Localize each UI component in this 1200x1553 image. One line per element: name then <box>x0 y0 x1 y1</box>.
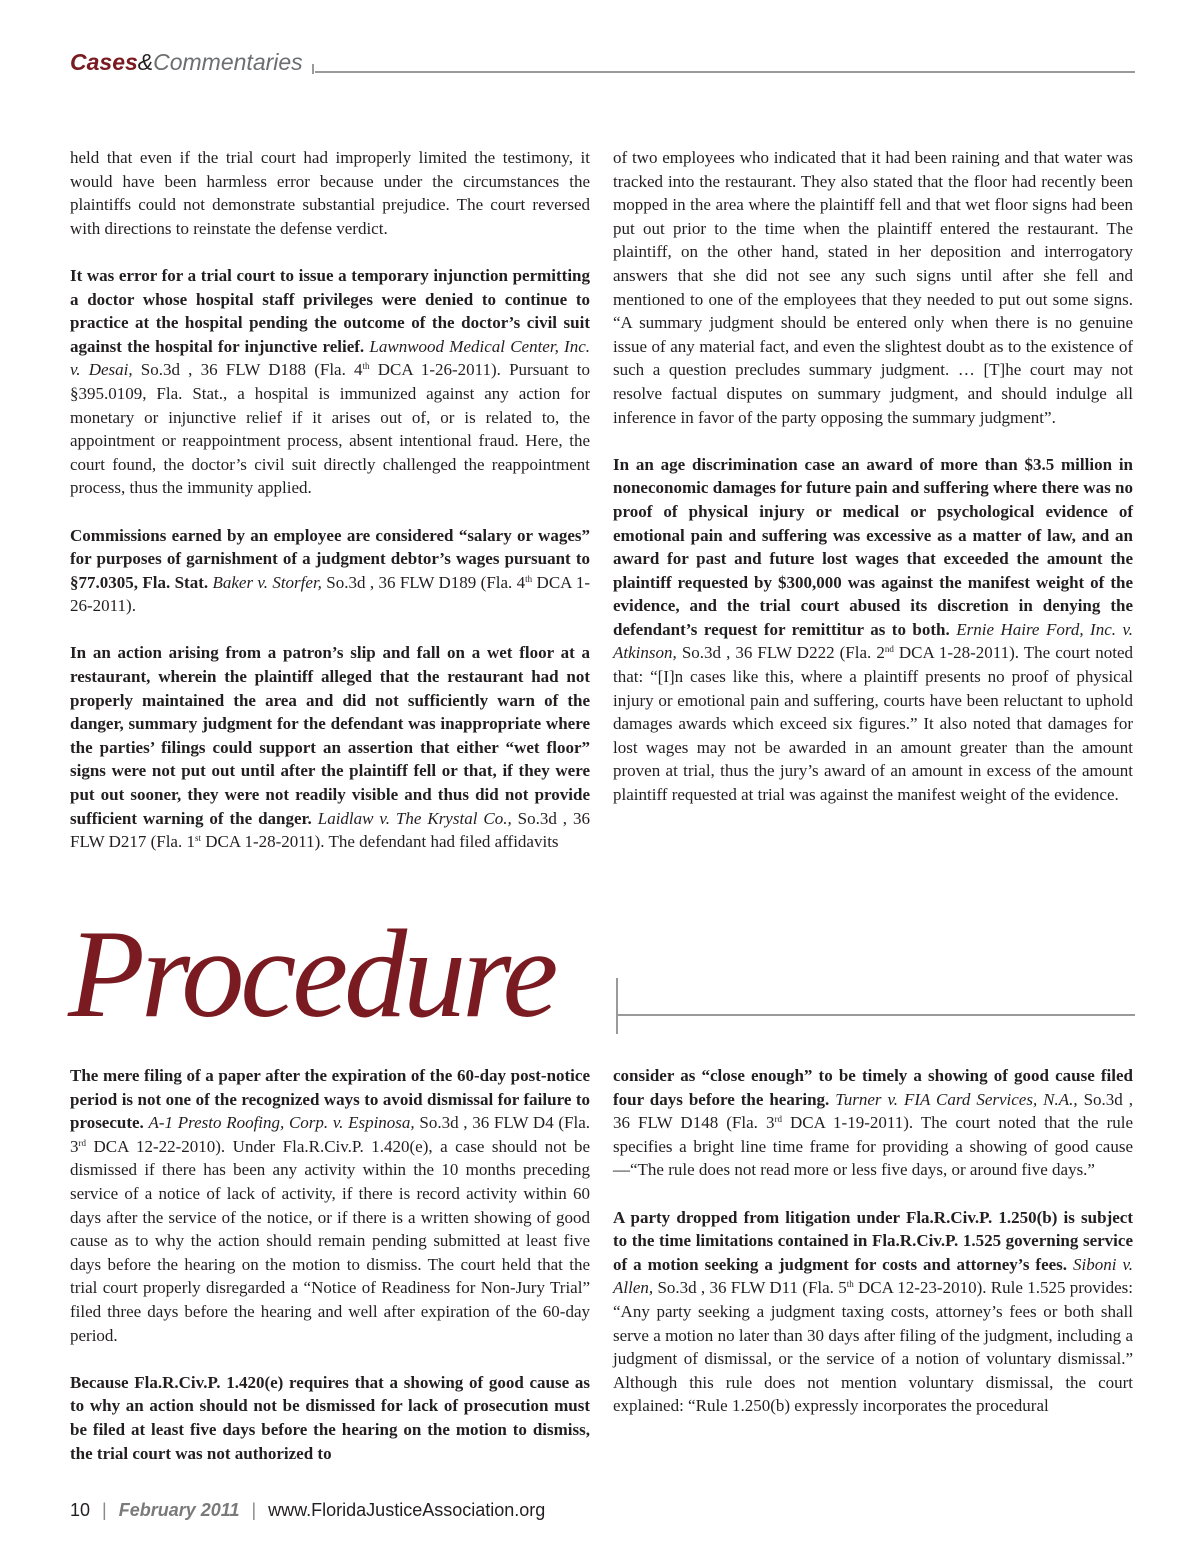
citation: So.3d , 36 FLW D189 (Fla. 4 <box>326 572 526 592</box>
ordinal-suffix: th <box>525 573 533 584</box>
case-name: Laidlaw v. The Krystal Co., <box>317 808 512 828</box>
text: DCA 1-26-2011). <box>70 572 591 616</box>
text: DCA 12-23-2010). Rule 1.525 provides: “Any party seeking a judgment taxing costs, attorney’s fees or both shall serve a motion no later than 30 days after filing of the judgment, including a judgment of dismissal, or the service of a notion of voluntary dismissal.” Although this rule does not mention voluntary dismissal, the court explained: “Rule 1.250(b) expressly incorporates the procedural <box>613 1278 1133 1416</box>
holding-text: The mere filing of a paper after the expiration of the 60-day post-notice period is not one of the recognized ways to avoid dismissal for failure to prosecute. <box>70 1066 590 1133</box>
text: DCA 1-28-2011). The court noted that: “[I]n cases like this, where a plaintiff presents no proof of physical injury or emotional pain and suffering, courts have been reluctant to uphold damages awards which exceed six figures.” It also noted that damages for lost wages may not be awarded in an amount greater than the amount proven at trial, thus the jury’s award of an amount in excess of the amount plaintiff requested at trial was against the manifest weight of the evidence. <box>613 643 1134 805</box>
brand-ampersand: & <box>137 49 154 75</box>
citation: So.3d , 36 FLW D217 (Fla. 1 <box>70 808 590 852</box>
column-3 <box>70 1064 590 1489</box>
paragraph <box>70 524 590 618</box>
paragraph <box>70 146 590 240</box>
text: DCA 1-19-2011). The court noted that the rule specifies a bright line time frame for providing a showing of good cause—“The rule does not read more or less five days, or around five days.” <box>613 1113 1134 1180</box>
citation: So.3d , 36 FLW D11 (Fla. 5 <box>657 1278 847 1298</box>
citation: So.3d , 36 FLW D148 (Fla. 3 <box>613 1089 1133 1133</box>
paragraph <box>70 1371 590 1465</box>
ordinal-suffix: st <box>194 833 201 844</box>
page-header <box>70 48 1135 78</box>
section-rule-tick <box>616 978 618 1034</box>
paragraph <box>613 453 1133 807</box>
page-footer <box>70 1498 545 1522</box>
ordinal-suffix: nd <box>884 644 894 655</box>
text: DCA 1-28-2011). The defendant had filed affidavits <box>205 832 559 852</box>
paragraph <box>613 146 1133 429</box>
column-4 <box>613 1064 1133 1442</box>
publication-brand <box>70 48 303 76</box>
holding-text: It was error for a trial court to issue a temporary injunction permitting a doctor whose hospital staff privileges were denied to continue to practice at the hospital pending the outcome of the doctor’s civil suit against the hospital for injunctive relief. <box>70 265 590 356</box>
case-name: Lawnwood Medical Center, Inc. v. Desai, <box>70 336 591 380</box>
case-name: Baker v. Storfer, <box>212 572 322 592</box>
text: held that even if the trial court had improperly limited the testimony, it would have been harmless error because under the circumstances the plaintiffs could not demonstrate substantial prejudice. The court reversed with directions to reinstate the defense verdict. <box>70 148 590 238</box>
citation: So.3d , 36 FLW D4 (Fla. 3 <box>70 1113 591 1156</box>
holding-text: A party dropped from litigation under Fla.R.Civ.P. 1.250(b) is subject to the time limitations contained in Fla.R.Civ.P. 1.525 governing service of a motion seeking a judgment for costs and attorney’s fees. <box>613 1207 1133 1274</box>
brand-cases: Cases <box>70 49 138 75</box>
paragraph <box>70 1064 590 1347</box>
holding-text: Because Fla.R.Civ.P. 1.420(e) requires that a showing of good cause as to why an action should not be dismissed for lack of prosecution must be filed at least five days before the hearing on the motion to dismiss, the trial court was not authorized to <box>70 1372 590 1463</box>
website-link[interactable]: www.FloridaJusticeAssociation.org <box>268 1500 546 1520</box>
holding-text: In an age discrimination case an award of more than $3.5 million in noneconomic damages for future pain and suffering where there was no proof of physical injury or medical or psychological evidence of emotional pain and suffering was excessive as a matter of law, and an award for past and future lost wages that exceeded the amount the plaintiff requested by $300,000 was against the manifest weight of the evidence, and the trial court abused its discretion in denying the defendant’s request for remittitur as to both. <box>613 454 1133 639</box>
holding-text: Commissions earned by an employee are considered “salary or wages” for purposes of garnishment of a judgment debtor’s wages pursuant to §77.0305, Fla. Stat. <box>70 525 590 592</box>
case-name: A-1 Presto Roofing, Corp. v. Espinosa, <box>148 1113 415 1133</box>
holding-text: consider as “close enough” to be timely a showing of good cause filed four days before the hearing. <box>613 1066 1133 1109</box>
column-2 <box>613 146 1133 830</box>
citation: So.3d , 36 FLW D222 (Fla. 2 <box>681 643 885 663</box>
text: of two employees who indicated that it had been raining and that water was tracked into the restaurant. They also stated that the floor had recently been mopped in the area where the plaintiff fell and that wet floor signs had been put out prior to the time when the plaintiff entered the restaurant. The plaintiff, on the other hand, stated in her deposition and interrogatory answers that she did not see any such signs until after she fell and mentioned to one of the employees that they needed to put out some signs. “A summary judgment should be entered only when there is no genuine issue of any material fact, and even the slightest doubt as to the existence of such a question precludes summary judgment. … [T]he court may not resolve factual disputes on summary judgment, and should indulge all inference in favor of the party opposing the summary judgment”. <box>613 148 1133 427</box>
case-name: Ernie Haire Ford, Inc. v. Atkinson, <box>613 619 1133 663</box>
page-number: 10 <box>70 1500 91 1520</box>
paragraph <box>70 264 590 500</box>
case-name: Turner v. FIA Card Services, N.A., <box>835 1089 1078 1109</box>
text: DCA 12-22-2010). Under Fla.R.Civ.P. 1.420(e), a case should not be dismissed if there has been any activity within the 10 months preceding service of a notice of lack of activity, if there is record activity within 60 days after the service of the notice, or if there is a written showing of good cause as to why the action should remain pending submitted at least five days before the hearing on the motion to dismiss. The court held that the trial court properly disregarded a “Notice of Readiness for Non-Jury Trial” filed three days before the hearing and well after expiration of the 60-day period. <box>70 1136 590 1345</box>
ordinal-suffix: th <box>362 361 370 372</box>
footer-separator: | <box>102 1500 107 1520</box>
ordinal-suffix: rd <box>78 1137 86 1148</box>
header-rule <box>315 71 1135 73</box>
text: DCA 1-26-2011). Pursuant to §395.0109, Fla. Stat., a hospital is immunized against any action for monetary or injunctive relief if it arises out of, or is related to, the appointment or reappointment process, absent intentional fraud. Here, the court found, the doctor’s civil suit directly challenged the reappointment process, thus the immunity applied. <box>70 360 590 498</box>
brand-commentaries: Commentaries <box>153 49 303 75</box>
paragraph <box>613 1206 1133 1418</box>
footer-separator: | <box>251 1500 257 1520</box>
case-name: Siboni v. Allen, <box>613 1254 1134 1298</box>
header-rule-tick <box>312 64 314 74</box>
holding-text: In an action arising from a patron’s slip and fall on a wet floor at a restaurant, wherein the plaintiff alleged that the restaurant had not properly maintained the area and did not sufficiently warn of the danger, summary judgment for the defendant was inappropriate where the parties’ filings could support an assertion that either “wet floor” signs were not put out until after the plaintiff fell or that, if they were put out sooner, they were not readily visible and thus did not provide sufficient warning of the danger. <box>70 643 590 828</box>
paragraph <box>70 641 590 853</box>
section-rule <box>618 1014 1135 1016</box>
ordinal-suffix: rd <box>774 1114 782 1125</box>
paragraph <box>613 1064 1133 1182</box>
ordinal-suffix: th <box>846 1279 854 1290</box>
section-title: Procedure <box>68 905 555 1044</box>
citation: So.3d , 36 FLW D188 (Fla. 4 <box>140 360 363 380</box>
column-1 <box>70 146 590 877</box>
issue-date: February 2011 <box>118 1500 240 1520</box>
